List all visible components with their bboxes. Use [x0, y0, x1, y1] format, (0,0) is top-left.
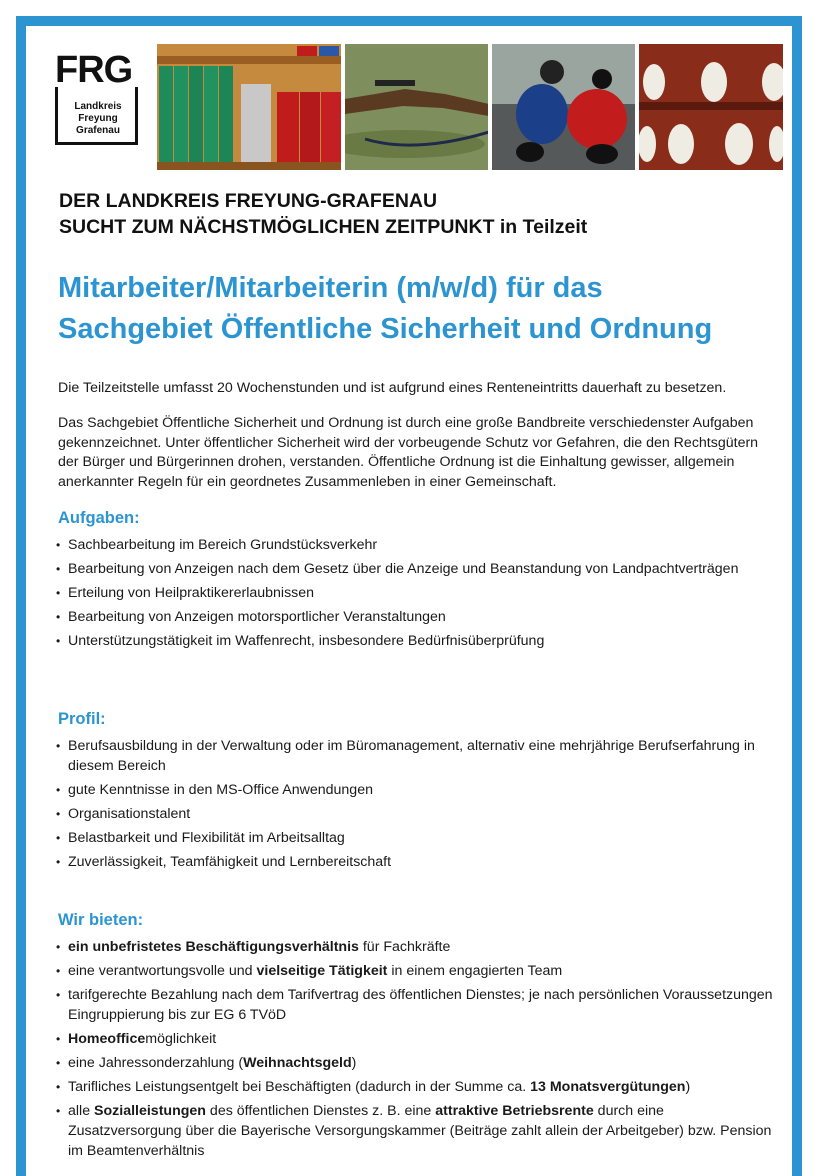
text: eine Jahressonderzahlung (: [68, 1055, 244, 1071]
header-text: [59, 188, 587, 240]
emphasis: ein unbefristetes Beschäftigungsverhältnis: [68, 939, 359, 955]
emphasis: Weihnachtsgeld: [243, 1055, 352, 1071]
emphasis: 13 Monatsvergütungen: [530, 1079, 686, 1095]
list-item: • Unterstützungstätigkeit im Waffenrecht, insbesondere Bedürfnisüberprüfung: [56, 631, 776, 651]
tasks-heading: Aufgaben:: [58, 509, 140, 527]
list-item: [56, 961, 776, 981]
logo-abbr: FRG: [55, 49, 133, 91]
header-photos: [157, 44, 783, 170]
offer-heading: Wir bieten:: [58, 911, 144, 929]
text: eine verantwortungsvolle und: [68, 963, 257, 979]
job-title-line-1: Mitarbeiter/Mitarbeiterin (m/w/d) für das: [58, 272, 603, 304]
photo-rifle: [345, 44, 488, 170]
list-item: • Berufsausbildung in der Verwaltung oder im Büromanagement, alternativ eine mehrjährige Berufserfahrung in diesem Bereich: [56, 736, 776, 776]
list-item: • Sachbearbeitung im Bereich Grundstücksverkehr: [56, 535, 776, 555]
job-title-line-2: Sachgebiet Öffentliche Sicherheit und Ordnung: [58, 313, 713, 345]
emphasis: vielseitige Tätigkeit: [256, 963, 388, 979]
job-title: [58, 268, 798, 350]
tasks-list: [56, 535, 776, 655]
list-item: • Erteilung von Heilpraktikererlaubnissen: [56, 583, 776, 603]
logo-line-1: Landkreis: [74, 101, 122, 112]
text: des öffentlichen Dienstes z. B. eine: [205, 1103, 436, 1119]
photo-apothecary-jars: [639, 44, 783, 170]
text: durch eine Zusatzversorgung über die Bayerische Versorgungskammer (Beiträge zahlt allein der Arbeitgeber) bzw. Pension im Beamtenverhältnis: [68, 1103, 772, 1159]
emphasis: Homeoffice: [68, 1031, 146, 1047]
list-item: [56, 1101, 776, 1161]
list-item: [56, 1053, 776, 1073]
logo-line-2: Freyung: [78, 113, 118, 124]
emphasis: Sozialleistungen: [94, 1103, 206, 1119]
list-item: • gute Kenntnisse in den MS-Office Anwendungen: [56, 780, 776, 800]
frg-logo: [55, 49, 142, 147]
intro-paragraph-1: Die Teilzeitstelle umfasst 20 Wochenstunden und ist aufgrund eines Renteneintritts dauerhaft zu besetzen.: [58, 380, 727, 396]
text: ): [685, 1079, 691, 1095]
emphasis: attraktive Betriebsrente: [435, 1103, 594, 1119]
list-item: • Zuverlässigkeit, Teamfähigkeit und Lernbereitschaft: [56, 852, 776, 872]
text: für Fachkräfte: [358, 939, 451, 955]
photo-motorcycle: [492, 44, 635, 170]
logo-line-3: Grafenau: [76, 125, 120, 136]
photo-law-books: [157, 44, 341, 170]
list-item: [56, 1077, 776, 1097]
text: Tarifliches Leistungsentgelt bei Beschäftigten (dadurch in der Summe ca.: [68, 1079, 531, 1095]
header-line-1: DER LANDKREIS FREYUNG-GRAFENAU: [59, 190, 438, 212]
text: in einem engagierten Team: [387, 963, 563, 979]
list-item: • Bearbeitung von Anzeigen motorsportlicher Veranstaltungen: [56, 607, 776, 627]
profile-heading: Profil:: [58, 710, 106, 728]
logo-text: [67, 101, 129, 137]
list-item: [56, 937, 776, 957]
header-line-2: SUCHT ZUM NÄCHSTMÖGLICHEN ZEITPUNKT in Teilzeit: [59, 216, 588, 238]
profile-list: [56, 736, 776, 876]
list-item: • Organisationstalent: [56, 804, 776, 824]
offer-list: [56, 937, 776, 1165]
text: alle: [68, 1103, 95, 1119]
intro-paragraph-2: Das Sachgebiet Öffentliche Sicherheit und Ordnung ist durch eine große Bandbreite verschiedenster Aufgaben gekennzeichnet. Unter öffentlicher Sicherheit wird der vorbeugende Schutz vor Gefahren, die den Rechtsgütern der Bürger und Bürgerinnen drohen, verstanden. Öffentliche Ordnung ist die Einhaltung gewisser, allgemein anerkannter Regeln für ein geordnetes Zusammenleben in einer Gemeinschaft.: [58, 415, 759, 490]
list-item: [56, 1029, 776, 1049]
list-item: • Bearbeitung von Anzeigen nach dem Gesetz über die Anzeige und Beanstandung von Landpachtverträgen: [56, 559, 776, 579]
text: möglichkeit: [145, 1031, 217, 1047]
list-item: • Belastbarkeit und Flexibilität im Arbeitsalltag: [56, 828, 776, 848]
text: ): [351, 1055, 357, 1071]
list-item: • tarifgerechte Bezahlung nach dem Tarifvertrag des öffentlichen Dienstes; je nach persönlichen Voraussetzungen Eingruppierung bis zur EG 6 TVöD: [56, 985, 776, 1025]
